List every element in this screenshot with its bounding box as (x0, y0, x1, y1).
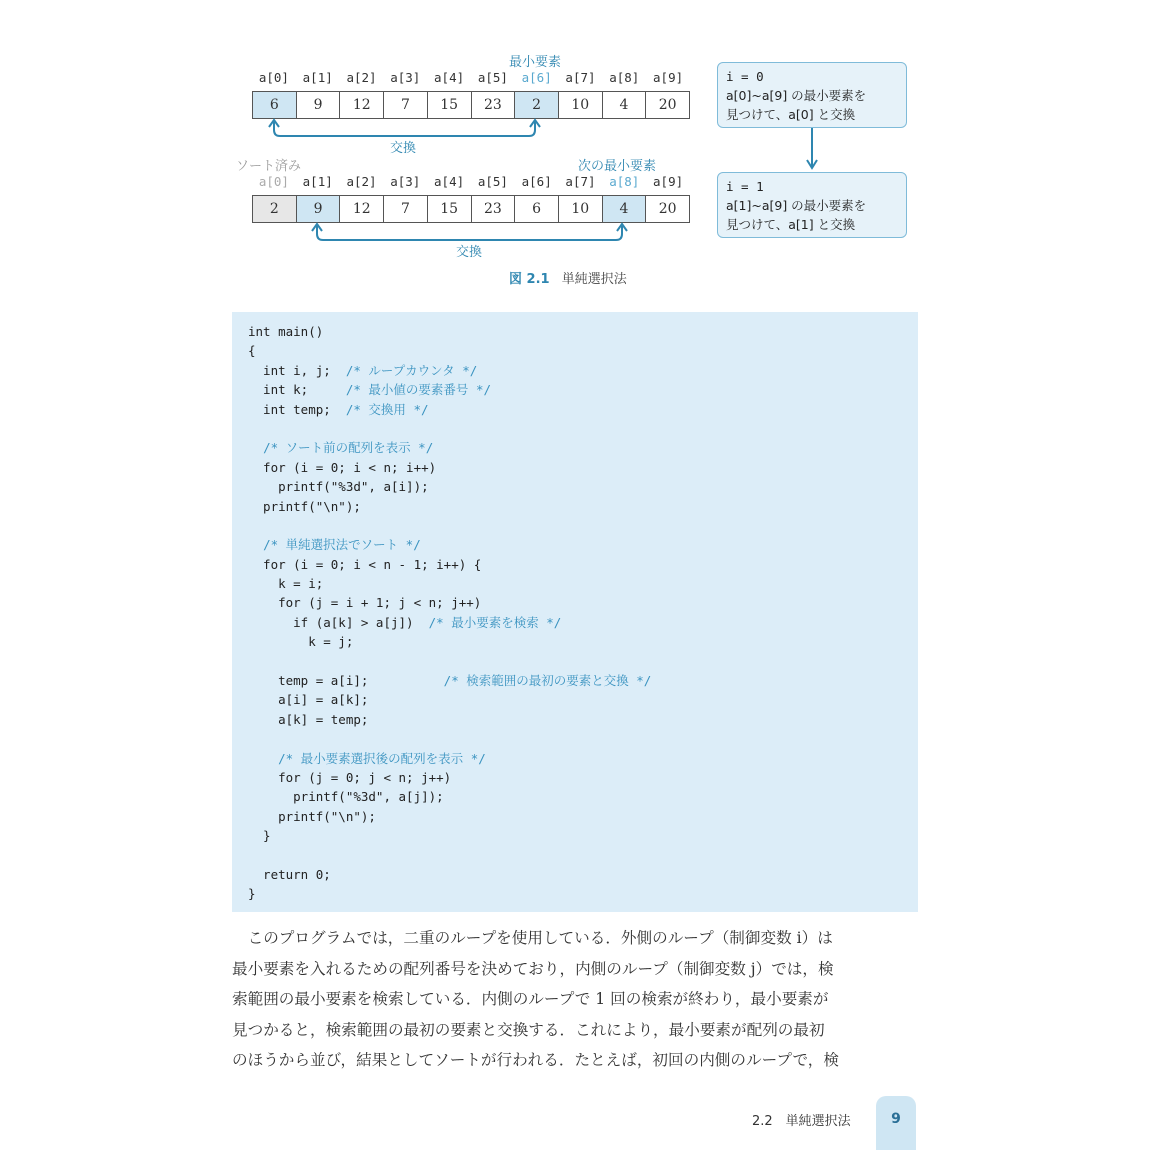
code-line (248, 361, 902, 380)
array-cell: 9 (297, 92, 341, 118)
body-line: このプログラムでは，二重のループを使用している．外側のループ（制御変数 i）は (232, 929, 833, 947)
index-label: a[6] (521, 70, 552, 85)
code-line (248, 555, 902, 574)
code-text: } (248, 886, 256, 902)
step-text: 見つけて、a[0] と交換 (726, 107, 856, 122)
index-label: a[4] (434, 70, 465, 85)
code-comment: /* 単純選択法でソート */ (263, 537, 421, 553)
index-label: a[9] (653, 70, 684, 85)
index-label: a[0] (258, 174, 289, 189)
next-min-label: 次の最小要素 (578, 159, 657, 174)
array-cell: 23 (472, 92, 516, 118)
code-line (248, 729, 902, 748)
index-label: a[2] (346, 70, 377, 85)
array-cell: 20 (646, 92, 689, 118)
index-labels-row2 (252, 174, 690, 189)
code-text: k = j; (248, 634, 354, 650)
step-text: i = 1 (726, 179, 764, 194)
figure-caption (509, 268, 627, 287)
code-comment: /* ソート前の配列を表示 */ (263, 440, 434, 456)
index-label: a[4] (434, 174, 465, 189)
code-text: printf("%3d", a[i]); (248, 479, 429, 495)
code-comment: /* 最小要素選択後の配列を表示 */ (278, 750, 486, 766)
step-text: 見つけて、a[1] と交換 (726, 217, 856, 232)
code-text: for (i = 0; i < n - 1; i++) { (248, 556, 482, 572)
swap-label-row1: 交換 (390, 141, 417, 156)
array-cell: 6 (515, 196, 559, 222)
index-label: a[1] (302, 174, 333, 189)
code-text: return 0; (248, 866, 331, 882)
array-cell: 6 (253, 92, 297, 118)
index-label: a[7] (565, 174, 596, 189)
code-line (248, 593, 902, 612)
code-line (248, 671, 902, 690)
code-line (248, 458, 902, 477)
code-line (248, 322, 902, 341)
code-line (248, 768, 902, 787)
code-line (248, 846, 902, 865)
code-line (248, 419, 902, 438)
code-text: int temp; (248, 401, 346, 417)
code-text: for (i = 0; i < n; i++) (248, 459, 437, 475)
code-line (248, 884, 902, 903)
body-line: のほうから並び，結果としてソートが行われる．たとえば，初回の内側のループで，検 (232, 1051, 839, 1069)
code-text: int i, j; (248, 362, 346, 378)
array-cell: 12 (340, 92, 384, 118)
index-labels-row1 (252, 70, 690, 85)
index-label: a[8] (609, 174, 640, 189)
array-cell: 12 (340, 196, 384, 222)
array-cell: 4 (603, 196, 647, 222)
array-cell: 10 (559, 92, 603, 118)
array-cell: 23 (472, 196, 516, 222)
code-line (248, 341, 902, 360)
array-cell: 7 (384, 92, 428, 118)
code-line (248, 632, 902, 651)
code-line (248, 865, 902, 884)
code-text: for (j = 0; j < n; j++) (248, 769, 452, 785)
code-line (248, 749, 902, 768)
array-cell: 20 (646, 196, 689, 222)
code-listing (232, 312, 918, 912)
code-line (248, 438, 902, 457)
code-text: printf("\n"); (248, 808, 376, 824)
body-line: 最小要素を入れるための配列番号を決めており，内側のループ（制御変数 j）では，検 (232, 959, 834, 978)
down-arrow (804, 128, 820, 172)
index-label: a[8] (609, 70, 640, 85)
array-cell: 7 (384, 196, 428, 222)
code-line (248, 535, 902, 554)
index-label: a[7] (565, 70, 596, 85)
code-line (248, 826, 902, 845)
array-cell: 4 (603, 92, 647, 118)
page-number: 9 (876, 1096, 916, 1150)
code-text: printf("%3d", a[j]); (248, 789, 444, 805)
array-cell: 2 (515, 92, 559, 118)
code-comment: /* 最小要素を検索 */ (428, 614, 562, 630)
array-cell: 2 (253, 196, 297, 222)
array-cell: 9 (297, 196, 341, 222)
code-text: { (248, 343, 256, 359)
code-text: a[k] = temp; (248, 711, 369, 727)
array-cell: 15 (428, 196, 472, 222)
array-row1 (252, 91, 690, 119)
code-line (248, 400, 902, 419)
step-text: a[1]~a[9] の最小要素を (726, 198, 867, 213)
code-text: if (a[k] > a[j]) (248, 614, 429, 630)
array-cell: 15 (428, 92, 472, 118)
code-text: printf("\n"); (248, 498, 361, 514)
code-comment: /* ループカウンタ */ (345, 362, 478, 378)
code-text: a[i] = a[k]; (248, 692, 369, 708)
code-line (248, 380, 902, 399)
step-box-i1 (717, 172, 907, 238)
code-text (248, 751, 278, 766)
body-line: 索範囲の最小要素を検索している．内側のループで 1 回の検索が終わり，最小要素が (232, 990, 829, 1008)
index-label: a[1] (302, 70, 333, 85)
code-text (248, 440, 263, 455)
step-text: i = 0 (726, 69, 764, 84)
index-label: a[6] (521, 174, 552, 189)
index-label: a[5] (477, 70, 508, 85)
sorted-label: ソート済み (236, 159, 302, 174)
code-text: k = i; (248, 576, 324, 592)
body-line: 見つかると，検索範囲の最初の要素と交換する．これにより，最小要素が配列の最初 (232, 1020, 825, 1039)
code-line (248, 497, 902, 516)
index-label: a[0] (258, 70, 289, 85)
index-label: a[2] (346, 174, 377, 189)
code-line (248, 787, 902, 806)
code-comment: /* 検索範囲の最初の要素と交換 */ (443, 673, 652, 689)
figure-title: 単純選択法 (561, 272, 627, 287)
code-comment: /* 交換用 */ (345, 401, 429, 417)
step-box-i0 (717, 62, 907, 128)
code-text: int main() (248, 324, 324, 339)
code-text: temp = a[i]; (248, 673, 444, 689)
code-text: for (j = i + 1; j < n; j++) (248, 595, 482, 611)
code-text: } (248, 828, 271, 844)
code-line (248, 613, 902, 632)
index-label: a[5] (477, 174, 508, 189)
code-line (248, 807, 902, 826)
index-label: a[9] (653, 174, 684, 189)
code-line (248, 477, 902, 496)
code-line (248, 710, 902, 729)
code-line (248, 516, 902, 535)
min-element-label: 最小要素 (509, 55, 562, 70)
step-text: a[0]~a[9] の最小要素を (726, 88, 867, 103)
code-line (248, 690, 902, 709)
code-line (248, 652, 902, 671)
code-comment: /* 最小値の要素番号 */ (345, 382, 491, 398)
section-footer: 2.2 単純選択法 (752, 1114, 851, 1129)
array-row2 (252, 195, 690, 223)
code-line (248, 574, 902, 593)
figure-number: 図 2.1 (509, 272, 550, 287)
code-text: int k; (248, 382, 346, 398)
code-text (248, 537, 263, 552)
index-label: a[3] (390, 70, 421, 85)
body-paragraph (232, 923, 920, 1076)
swap-label-row2: 交換 (456, 245, 483, 260)
array-cell: 10 (559, 196, 603, 222)
index-label: a[3] (390, 174, 421, 189)
